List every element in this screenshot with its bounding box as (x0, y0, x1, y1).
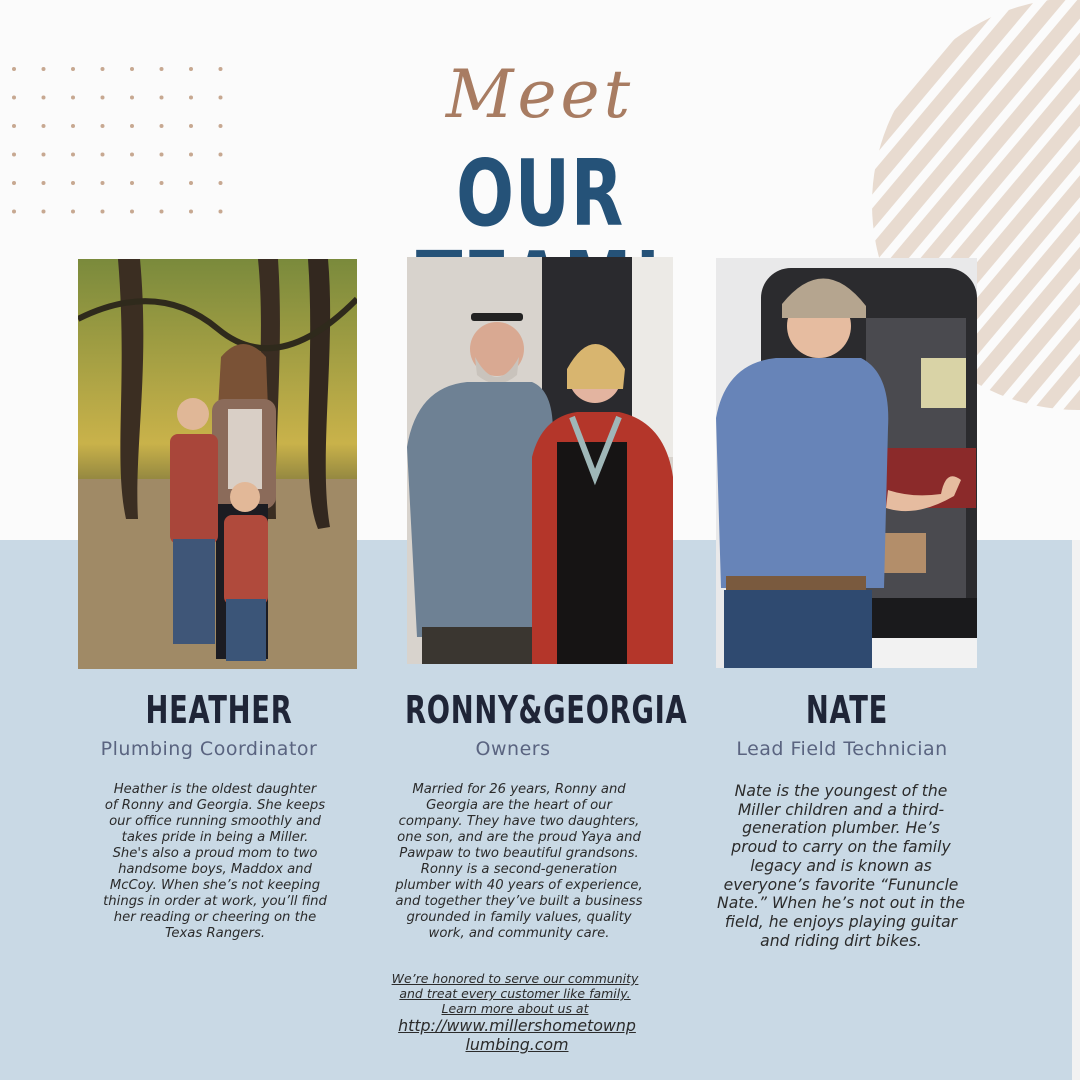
bio-line: Ronny is a second-generation (420, 862, 618, 877)
member-role-nate: Lead Field Technician (736, 738, 948, 760)
bio-line: of Ronny and Georgia. She keeps (104, 798, 326, 813)
bio-line: Pawpaw to two beautiful grandsons. (399, 846, 639, 861)
bio-line: McCoy. When she’s not keeping (109, 878, 321, 893)
bio-line: one son, and are the proud Yaya and (397, 830, 641, 845)
bio-line: and riding dirt bikes. (760, 931, 922, 950)
bio-line: Heather is the oldest daughter (113, 782, 317, 797)
bio-line: generation plumber. He’s (742, 819, 940, 838)
bio-line: company. They have two daughters, (398, 814, 640, 829)
meet-script-heading: Meet (445, 56, 635, 133)
footer-line: and treat every customer like family. (399, 986, 631, 1001)
bio-line: and together they’ve built a business (395, 894, 643, 909)
bio-line: her reading or cheering on the (113, 910, 317, 925)
footer-message (370, 971, 660, 1016)
bio-line: work, and community care. (428, 926, 610, 941)
bio-line: our office running smoothly and (109, 814, 321, 829)
bio-line: Married for 26 years, Ronny and (412, 782, 626, 797)
bio-line: everyone’s favorite “Fununcle (723, 875, 959, 894)
ronny-georgia-photo (407, 257, 673, 664)
member-name-nate: NATE (805, 688, 889, 732)
bio-line: legacy and is known as (750, 856, 932, 875)
bio-line: Nate is the youngest of the (734, 782, 948, 800)
member-role-ronny-georgia: Owners (475, 738, 551, 760)
nate-photo (716, 258, 977, 668)
page-title: OUR (456, 140, 624, 247)
footer-line: We’re honored to serve our community (391, 971, 639, 986)
bio-line: Georgia are the heart of our (426, 798, 612, 813)
bio-line: She's also a proud mom to two (112, 846, 318, 861)
bio-line: Texas Rangers. (164, 926, 266, 941)
bio-line: Miller children and a third- (737, 800, 945, 819)
member-bio-ronny-georgia (376, 782, 662, 942)
member-role-heather: Plumbing Coordinator (100, 738, 318, 760)
bio-line: things in order at work, you’ll find (103, 894, 327, 909)
bio-line: plumber with 40 years of experience, (395, 878, 643, 893)
website-link-line[interactable]: lumbing.com (465, 1035, 569, 1054)
bio-line: proud to carry on the family (731, 838, 951, 857)
member-bio-heather (80, 782, 350, 942)
website-link[interactable] (370, 1016, 664, 1054)
edge-strip (1072, 540, 1080, 1080)
member-bio-nate (698, 782, 984, 950)
bio-line: grounded in family values, quality (406, 910, 632, 925)
website-link-line[interactable]: http://www.millershometownp (398, 1016, 636, 1035)
member-name-heather: HEATHER (145, 688, 293, 732)
bio-line: handsome boys, Maddox and (118, 862, 312, 877)
bio-line: field, he enjoys playing guitar (724, 912, 958, 931)
bio-line: takes pride in being a Miller. (121, 830, 309, 845)
footer-line: Learn more about us at (441, 1001, 589, 1016)
heather-family-photo (78, 259, 357, 669)
bio-line: Nate.” When he’s not out in the (717, 894, 965, 913)
member-name-ronny-georgia: RONNY&GEORGIA (405, 688, 688, 732)
